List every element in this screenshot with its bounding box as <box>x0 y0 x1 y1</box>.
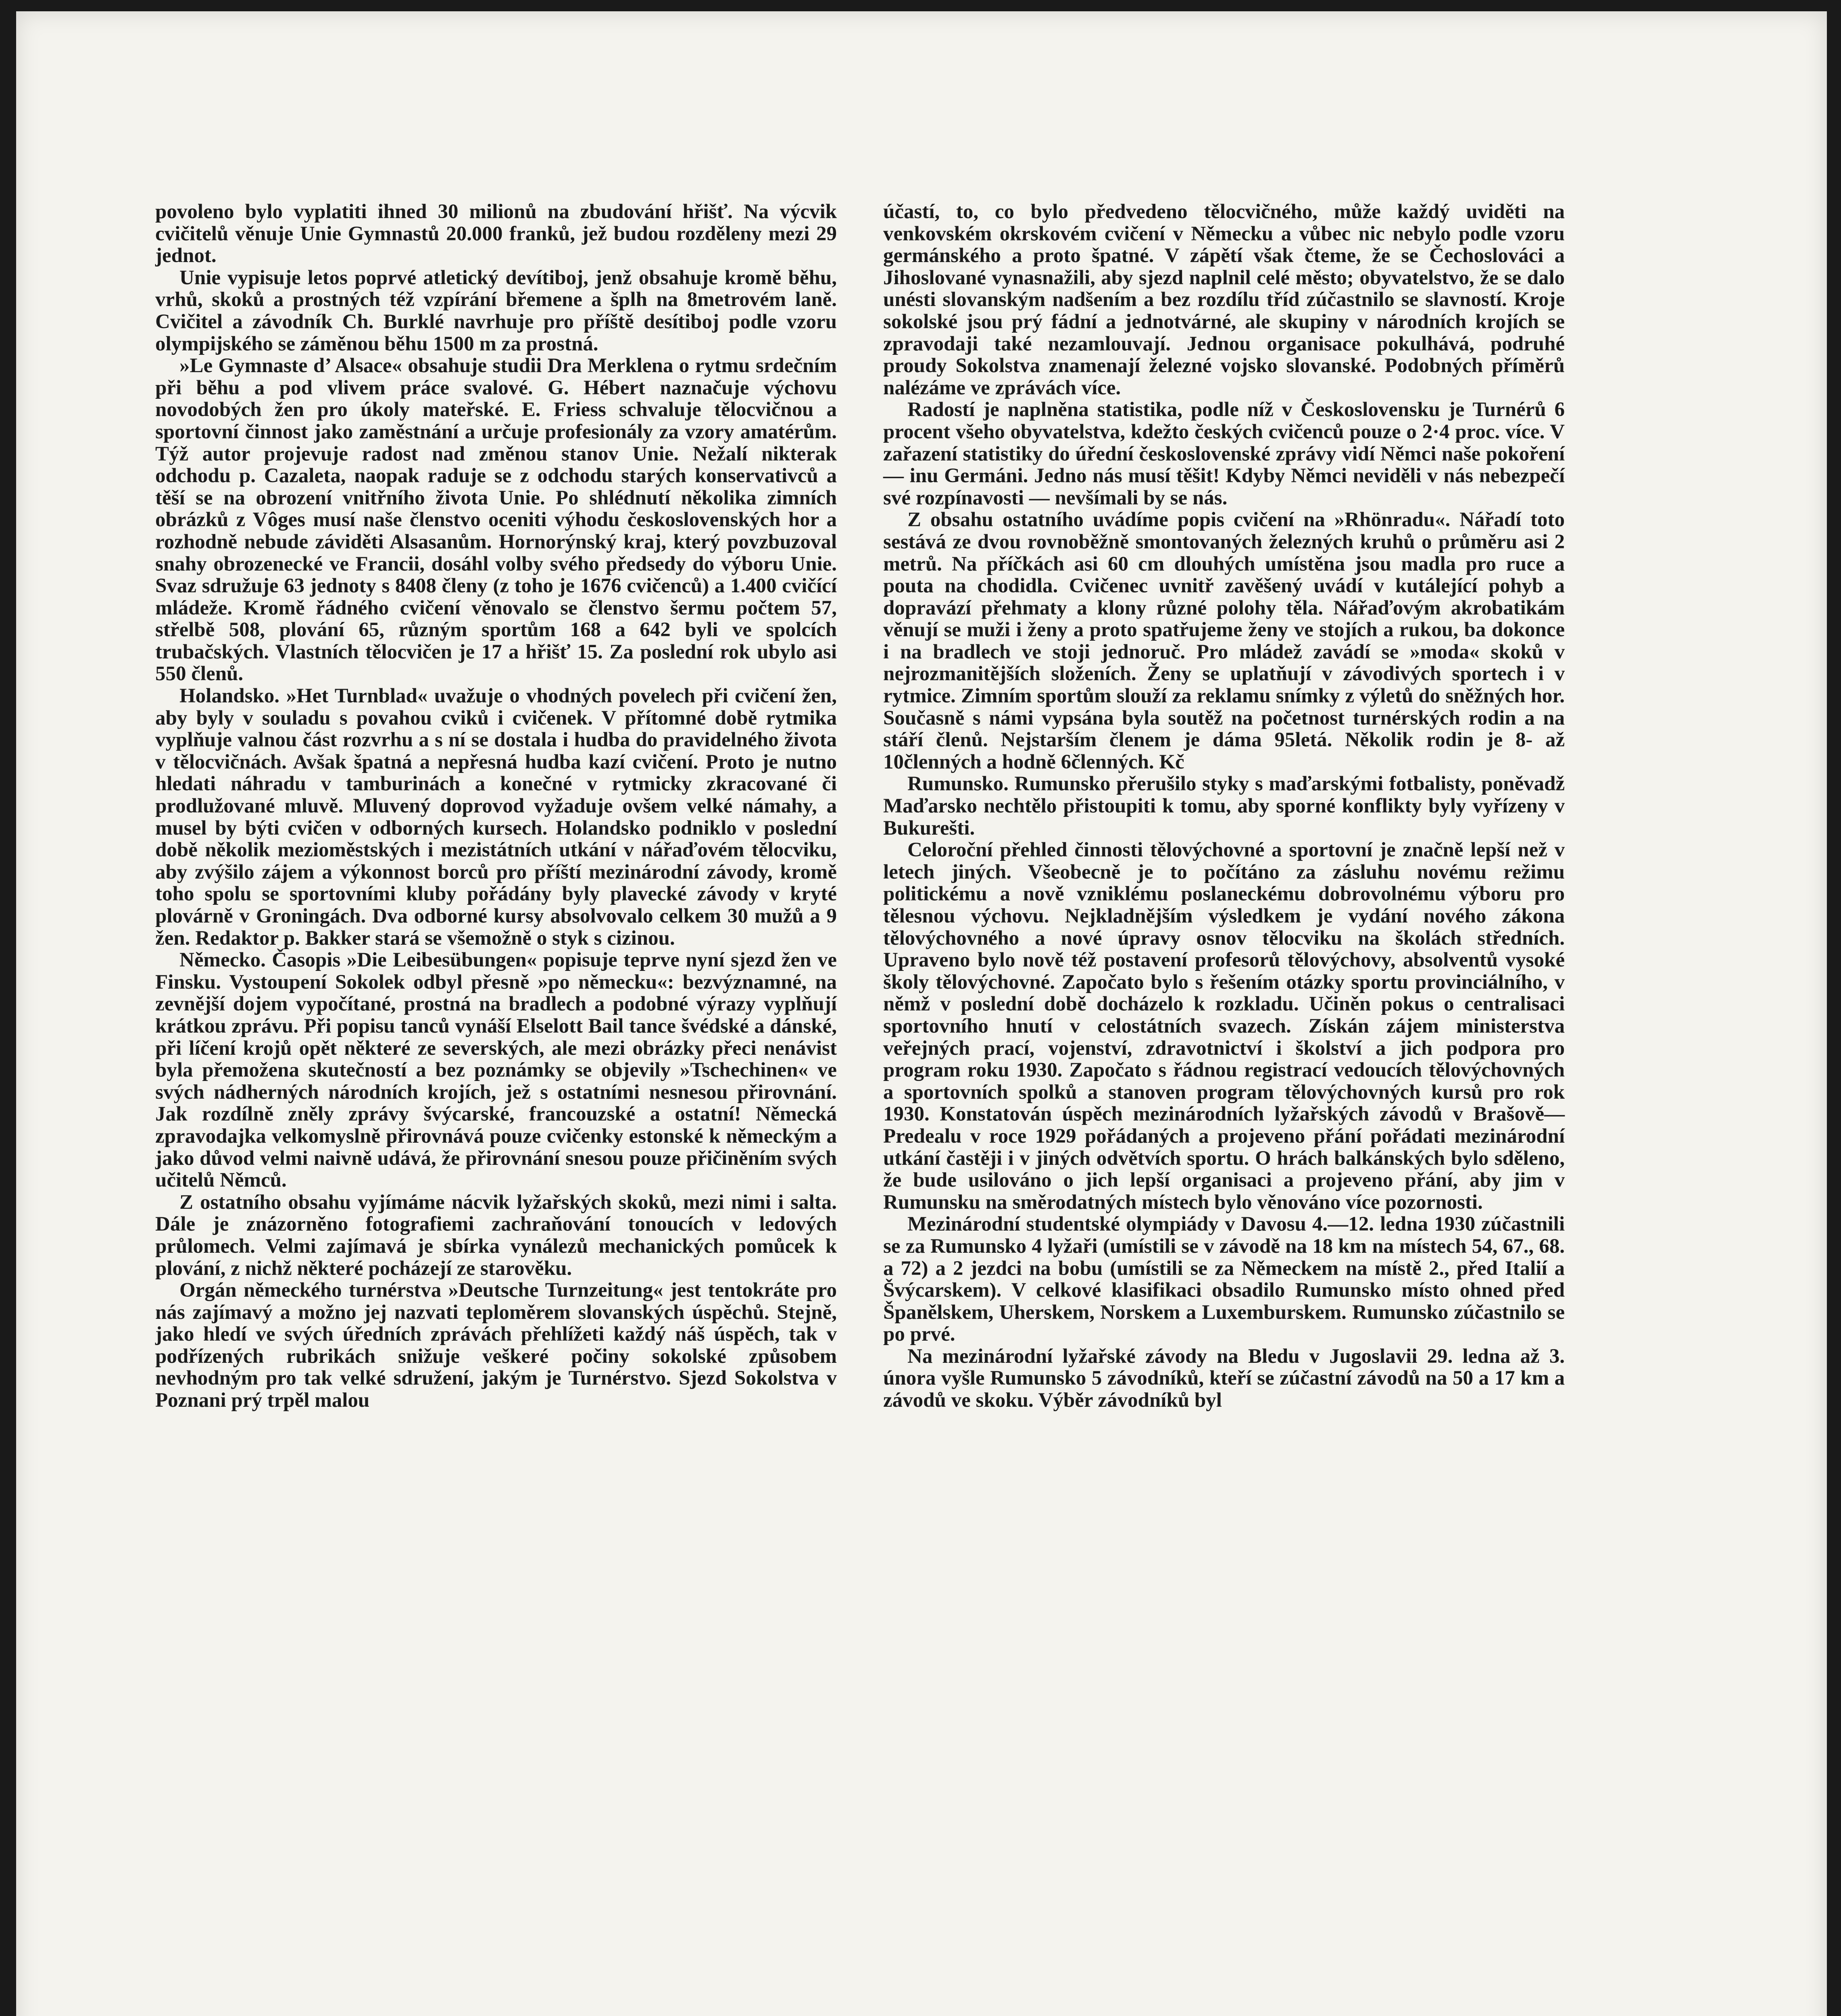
paragraph: Na mezinárodní lyžařské závody na Bledu v Jugoslavii 29. ledna až 3. února vyšle Rumunsko 5 závodníků, kteří se zúčastní závodů na 50 a 17 km a závodů ve skoku. Výběr závodníků byl <box>883 1345 1565 1412</box>
paragraph: Mezinárodní studentské olympiády v Davosu 4.—12. ledna 1930 zúčastnili se za Rumunsko 4 lyžaři (umístili se v závodě na 18 km na místech 54, 67., 68. a 72) a 2 jezdci na bobu (umístili se za Německem na místě 2., před Italií a Švýcarskem). V celkové klasifikaci obsadilo Rumunsko místo ohned před Španělskem, Uherskem, Norskem a Luxemburskem. Rumunsko zúčastnilo se po prvé. <box>883 1213 1565 1346</box>
paragraph: Z obsahu ostatního uvádíme popis cvičení na »Rhönradu«. Nářadí toto sestává ze dvou rovnoběžně smontovaných železných kruhů o průměru asi 2 metrů. Na příčkách asi 60 cm dlouhých umístěna jsou madla pro ruce a pouta na chodidla. Cvičenec uvnitř zavěšený uvádí v kutálející pohyb a dopravází přehmaty a klony různé polohy těla. Nářaďovým akrobatikám věnují se muži i ženy a proto spatřujeme ženy ve stojích a rukou, ba dokonce i na bradlech ve stoji jednoruč. Pro mládež zavádí se »moda« skoků v nejrozmanitějších složeních. Ženy se uplatňují v závodivých sportech i v rytmice. Zimním sportům slouží za reklamu snímky z výletů do sněžných hor. Současně s námi vypsána byla soutěž na početnost turnérských rodin a na stáří členů. Nejstarším členem je dáma 95letá. Několik rodin je 8- až 10členných a hodně 6členných. Kč <box>883 508 1565 773</box>
paragraph: Holandsko. »Het Turnblad« uvažuje o vhodných povelech při cvičení žen, aby byly v souladu s povahou cviků i cvičenek. V přítomné době rytmika vyplňuje valnou část rozvrhu a s ní se dostala i hudba do pravidelného života v tělocvičnách. Avšak špatná a nepřesná hudba kazí cvičení. Proto je nutno hledati náhradu v tamburinách a konečné v rytmicky zkracované či prodlužované mluvě. Mluvený doprovod vyžaduje ovšem velké námahy, a musel by býti cvičen v odborných kursech. Holandsko podniklo v poslední době několik mezioměstských i mezistátních utkání v nářaďovém tělocviku, aby zvýšilo zájem a výkonnost borců pro příští mezinárodní závody, kromě toho spolu se sportovními kluby pořádány byly plavecké závody v kryté plovárně v Groningách. Dva odborné kursy absolvovalo celkem 30 mužů a 9 žen. Redaktor p. Bakker stará se všemožně o styk s cizinou. <box>155 685 837 950</box>
paragraph: Unie vypisuje letos poprvé atletický devítiboj, jenž obsahuje kromě běhu, vrhů, skoků a prostných též vzpírání břemene a šplh na 8metrovém laně. Cvičitel a závodník Ch. Burklé navrhuje pro příště desítiboj podle vzoru olympijského se záměnou běhu 1500 m za prostná. <box>155 266 837 355</box>
right-column <box>883 201 1565 1412</box>
paragraph: Orgán německého turnérstva »Deutsche Turnzeitung« jest tentokráte pro nás zajímavý a možno jej nazvati teploměrem slovanských úspěchů. Stejně, jako hledí ve svých úředních zprávách přehlížeti každý náš úspěch, tak v podřízených rubrikách snižuje veškeré počiny sokolské způsobem nevhodným pro tak velké sdružení, jakým je Turnérstvo. Sjezd Sokolstva v Poznani prý trpěl malou <box>155 1279 837 1412</box>
paragraph: Německo. Časopis »Die Leibesübungen« popisuje teprve nyní sjezd žen ve Finsku. Vystoupení Sokolek odbyl přesně »po německu«: bezvýznamné, na zevnější dojem vypočítané, prostná na bradlech a podobné výrazy vyplňují krátkou zprávu. Při popisu tanců vynáší Elselott Bail tance švédské a dánské, při líčení krojů opět některé ze severských, ale mezi obrázky přeci nenávist byla přemožena skutečností a bez poznámky se objevily »Tschechinen« ve svých nádherných národních krojích, jež s ostatními nesnesou přirovnání. Jak rozdílně zněly zprávy švýcarské, francouzské a ostatní! Německá zpravodajka velkomyslně přirovnává pouze cvičenky estonské k německým a jako důvod velmi naivně udává, že přirovnání snesou pouze přičiněním svých učitelů Němců. <box>155 949 837 1192</box>
left-column <box>155 201 837 1412</box>
paragraph: účastí, to, co bylo předvedeno tělocvičného, může každý uviděti na venkovském okrskovém cvičení v Německu a vůbec nic nebylo podle vzoru germánského a proto špatné. V zápětí však čteme, že se Čechoslováci a Jihoslované vynasnažili, aby sjezd naplnil celé město; obyvatelstvo, že se dalo unésti slovanským nadšením a bez rozdílu tříd zúčastnilo se slavností. Kroje sokolské jsou prý fádní a jednotvárné, ale skupiny v národních krojích se zpravodaji také nezamlouvají. Jednou organisace pokulhává, podruhé proudy Sokolstva znamenají železné vojsko slovanské. Podobných příměrů nalézáme ve zprávách více. <box>883 200 1565 399</box>
paragraph: Radostí je naplněna statistika, podle níž v Československu je Turnérů 6 procent všeho obyvatelstva, kdežto českých cvičenců pouze o 2·4 proc. více. V zařazení statistiky do úřední československé zprávy vidí Němci naše pokoření — inu Germáni. Jedno nás musí těšit! Kdyby Němci neviděli v nás nebezpečí své rozpínavosti — nevšímali by se nás. <box>883 398 1565 509</box>
paragraph: povoleno bylo vyplatiti ihned 30 milionů na zbudování hřišť. Na výcvik cvičitelů věnuje Unie Gymnastů 20.000 franků, jež budou rozděleny mezi 29 jednot. <box>155 200 837 267</box>
paragraph: Z ostatního obsahu vyjímáme nácvik lyžařských skoků, mezi nimi i salta. Dále je znázorněno fotografiemi zachraňování tonoucích v ledových průlomech. Velmi zajímavá je sbírka vynálezů mechanických pomůcek k plování, z nichž některé pocházejí ze starověku. <box>155 1191 837 1280</box>
paragraph: Rumunsko. Rumunsko přerušilo styky s maďarskými fotbalisty, poněvadž Maďarsko nechtělo přistoupiti k tomu, aby sporné konflikty byly vyřízeny v Bukurešti. <box>883 773 1565 839</box>
page-sheet <box>16 11 1827 2016</box>
paragraph: »Le Gymnaste d’ Alsace« obsahuje studii Dra Merklena o rytmu srdečním při běhu a pod vlivem práce svalové. G. Hébert naznačuje výchovu novodobých žen pro úkoly mateřské. E. Friess schvaluje tělocvičnou a sportovní činnost jako zaměstnání a určuje profesionály za vzory amatérům. Týž autor projevuje radost nad změnou stanov Unie. Nežalí nikterak odchodu p. Cazaleta, naopak raduje se z odchodu starých konservativců a těší se na obrození vnitřního života Unie. Po shlédnutí několika zimních obrázků z Vôges musí naše členstvo oceniti výhodu československých hor a rozhodně nebude záviděti Alsasanům. Hornorýnský kraj, který povzbuzoval snahy obrozenecké ve Francii, dosáhl volby svého předsedy do výboru Unie. Svaz sdružuje 63 jednoty s 8408 členy (z toho je 1676 cvičenců) a 1.400 cvičící mládeže. Kromě řádného cvičení věnovalo se členstvo šermu počtem 57, střelbě 508, plování 65, různým sportům 168 a 642 byli ve spolcích trubačských. Vlastních tělocvičen je 17 a hřišť 15. Za poslední rok ubylo asi 550 členů. <box>155 354 837 685</box>
paragraph: Celoroční přehled činnosti tělovýchovné a sportovní je značně lepší než v letech jiných. Všeobecně je to počítáno za zásluhu novému režimu politickému a nově vzniklému poslaneckému dobrovolnému výboru pro tělesnou výchovu. Nejkladnějším výsledkem je vydání nového zákona tělovýchovného a nové úpravy osnov tělocviku na školách středních. Upraveno bylo nově též postavení profesorů tělovýchovy, absolventů vysoké školy tělovýchovné. Započato bylo s řešením otázky sportu provinciálního, v němž v poslední době docházelo k rozkladu. Učiněn pokus o centralisaci sportovního hnutí v celostátních svazech. Získán zájem ministerstva veřejných prací, vojenství, zdravotnictví i školství a jich podpora pro program roku 1930. Započato s řádnou registrací vedoucích tělovýchovných a sportovních spolků a stanoven program tělovýchovných kursů pro rok 1930. Konstatován úspěch mezinárodních lyžařských závodů v Brašově—Predealu v roce 1929 pořádaných a projeveno přání pořádati mezinárodní utkání častěji i v jiných odvětvích sportu. O hrách balkánských bylo sděleno, že bude usilováno o jich lepší organisaci a projeveno přání, aby jim v Rumunsku na směrodatných místech bylo věnováno více pozornosti. <box>883 839 1565 1214</box>
